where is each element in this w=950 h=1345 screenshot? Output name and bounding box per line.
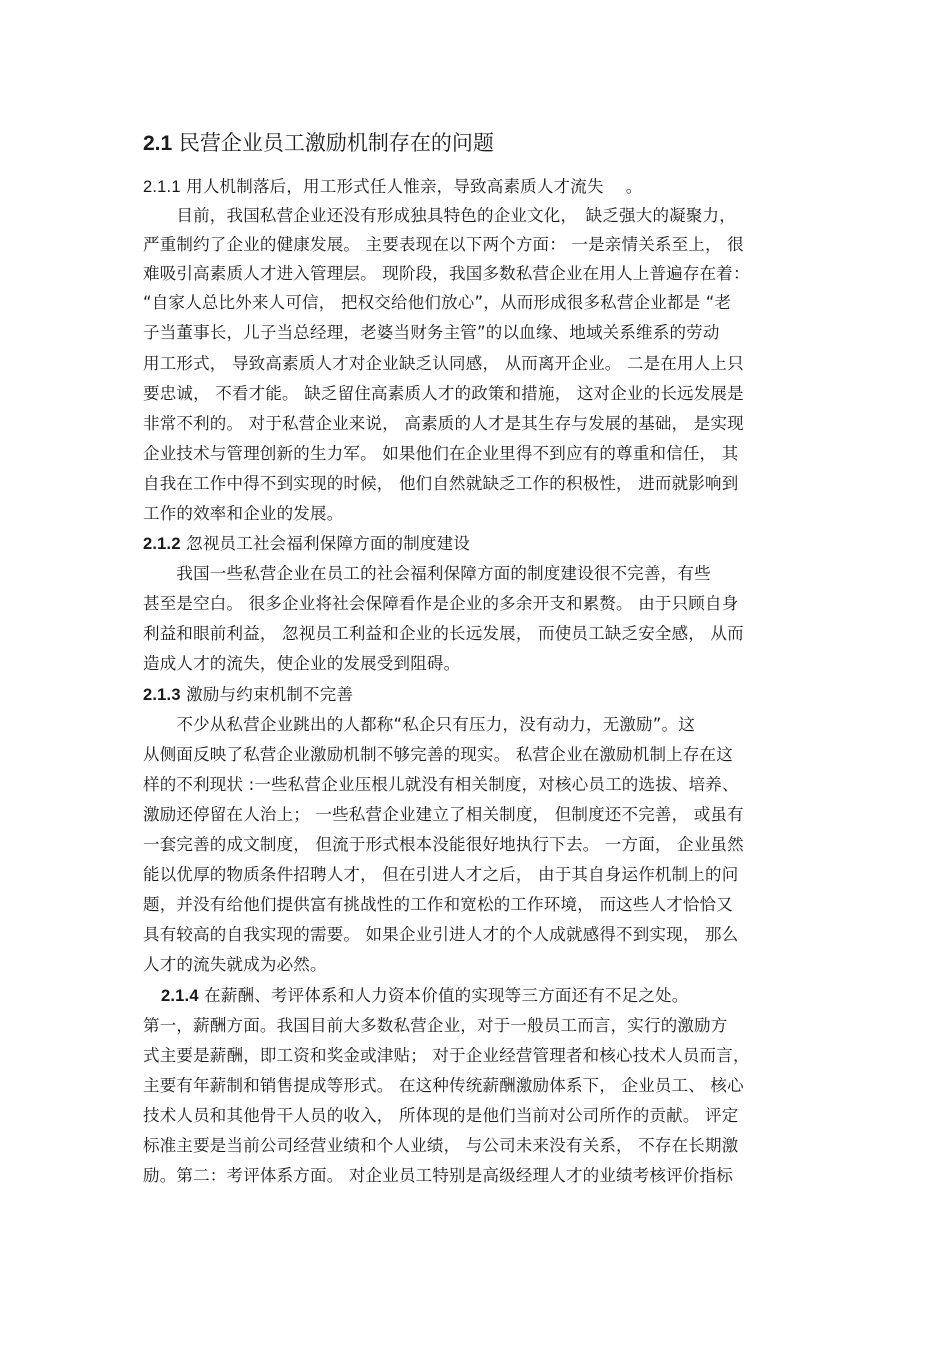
paragraph-line: 甚至是空白。 很多企业将社会保障看作是企业的多余开支和累赘。 由于只顾自身	[143, 594, 739, 613]
subsection-title: 在薪酬、考评体系和人力资本价值的实现等三方面还有不足之处。	[204, 986, 689, 1005]
subsection-number: 2.1.2	[143, 535, 181, 553]
paragraph-line: 用工形式， 导致高素质人才对企业缺乏认同感， 从而离开企业。 二是在用人上只	[143, 354, 744, 373]
paragraph-line: 非常不利的。 对于私营企业来说， 高素质的人才是其生存与发展的基础， 是实现	[143, 414, 744, 433]
subsection-heading	[143, 680, 353, 710]
paragraph-line: 自我在工作中得不到实现的时候， 他们自然就缺乏工作的积极性， 进而就影响到	[143, 474, 739, 493]
paragraph-line: 具有较高的自我实现的需要。 如果企业引进人才的个人成就感得不到实现， 那么	[143, 925, 739, 944]
paragraph-line: 工作的效率和企业的发展。	[143, 504, 344, 523]
paragraph-line: 造成人才的流失，使企业的发展受到阻碍。	[143, 654, 461, 673]
paragraph-line: 标准主要是当前公司经营业绩和个人业绩， 与公司未来没有关系， 不存在长期激	[143, 1136, 739, 1155]
paragraph-line: 我国一些私营企业在员工的社会福利保障方面的制度建设很不完善，有些	[143, 564, 711, 583]
paragraph-line: 目前，我国私营企业还没有形成独具特色的企业文化， 缺乏强大的凝聚力，	[143, 206, 736, 225]
subsection-number: 2.1.1	[143, 178, 181, 196]
paragraph-line: 从侧面反映了私营企业激励机制不够完善的现实。 私营企业在激励机制上存在这	[143, 745, 733, 764]
paragraph-line: 题，并没有给他们提供富有挑战性的工作和宽松的工作环境， 而这些人才恰恰又	[143, 895, 733, 914]
paragraph-line: 一套完善的成文制度， 但流于形式根本没能很好地执行下去。 一方面， 企业虽然	[143, 835, 744, 854]
paragraph-line: 难吸引高素质人才进入管理层。 现阶段，我国多数私营企业在用人上普遍存在着：	[143, 264, 750, 283]
paragraph-line: 能以优厚的物质条件招聘人才， 但在引进人才之后， 由于其自身运作机制上的问	[143, 865, 739, 884]
paragraph-line: 不少从私营企业跳出的人都称“私企只有压力，没有动力，无激励”。这	[143, 715, 695, 734]
paragraph-line: 利益和眼前利益， 忽视员工利益和企业的长远发展， 而使员工缺乏安全感， 从而	[143, 624, 744, 643]
paragraph-line: 严重制约了企业的健康发展。 主要表现在以下两个方面： 一是亲情关系至上， 很	[143, 235, 744, 254]
subsection-number: 2.1.3	[143, 686, 181, 704]
paragraph-line: 主要有年薪制和销售提成等形式。 在这种传统薪酬激励体系下， 企业员工、 核心	[143, 1076, 744, 1095]
section-title: 民营企业员工激励机制存在的问题	[178, 131, 494, 155]
subsection-title: 忽视员工社会福利保障方面的制度建设	[186, 534, 471, 553]
section-heading	[143, 128, 494, 159]
subsection-heading	[143, 172, 643, 202]
paragraph-line: “自家人总比外来人可信， 把权交给他们放心”，从而形成很多私营企业都是 “老	[143, 293, 732, 312]
subsection-title: 用人机制落后，用工形式任人惟亲，导致高素质人才流失 。	[186, 177, 643, 196]
paragraph-line: 要忠诚， 不看才能。 缺乏留住高素质人才的政策和措施， 这对企业的长远发展是	[143, 384, 744, 403]
subsection-heading	[143, 529, 470, 559]
paragraph-line: 人才的流失就成为必然。	[143, 955, 327, 974]
subsection-heading	[161, 981, 688, 1011]
paragraph-line: 样的不利现状 :一些私营企业压根儿就没有相关制度，对核心员工的选拔、培养、	[143, 775, 739, 794]
paragraph-line: 激励还停留在人治上； 一些私营企业建立了相关制度， 但制度还不完善， 或虽有	[143, 805, 744, 824]
paragraph-line: 技术人员和其他骨干人员的收入， 所体现的是他们当前对公司所作的贡献。 评定	[143, 1106, 739, 1125]
subsection-title: 激励与约束机制不完善	[186, 685, 354, 704]
paragraph-line: 励。第二：考评体系方面。 对企业员工特别是高级经理人才的业绩考核评价指标	[143, 1166, 733, 1185]
paragraph-line: 式主要是薪酬，即工资和奖金或津贴； 对于企业经营管理者和核心技术人员而言，	[143, 1046, 750, 1065]
paragraph-line: 企业技术与管理创新的生力军。 如果他们在企业里得不到应有的尊重和信任， 其	[143, 444, 739, 463]
subsection-number: 2.1.4	[161, 987, 199, 1005]
paragraph-line: 子当董事长，儿子当总经理，老婆当财务主管”的以血缘、地域关系维系的劳动	[143, 323, 720, 342]
section-number: 2.1	[143, 132, 173, 155]
paragraph-line: 第一，薪酬方面。我国目前大多数私营企业，对于一般员工而言，实行的激励方	[143, 1016, 728, 1035]
